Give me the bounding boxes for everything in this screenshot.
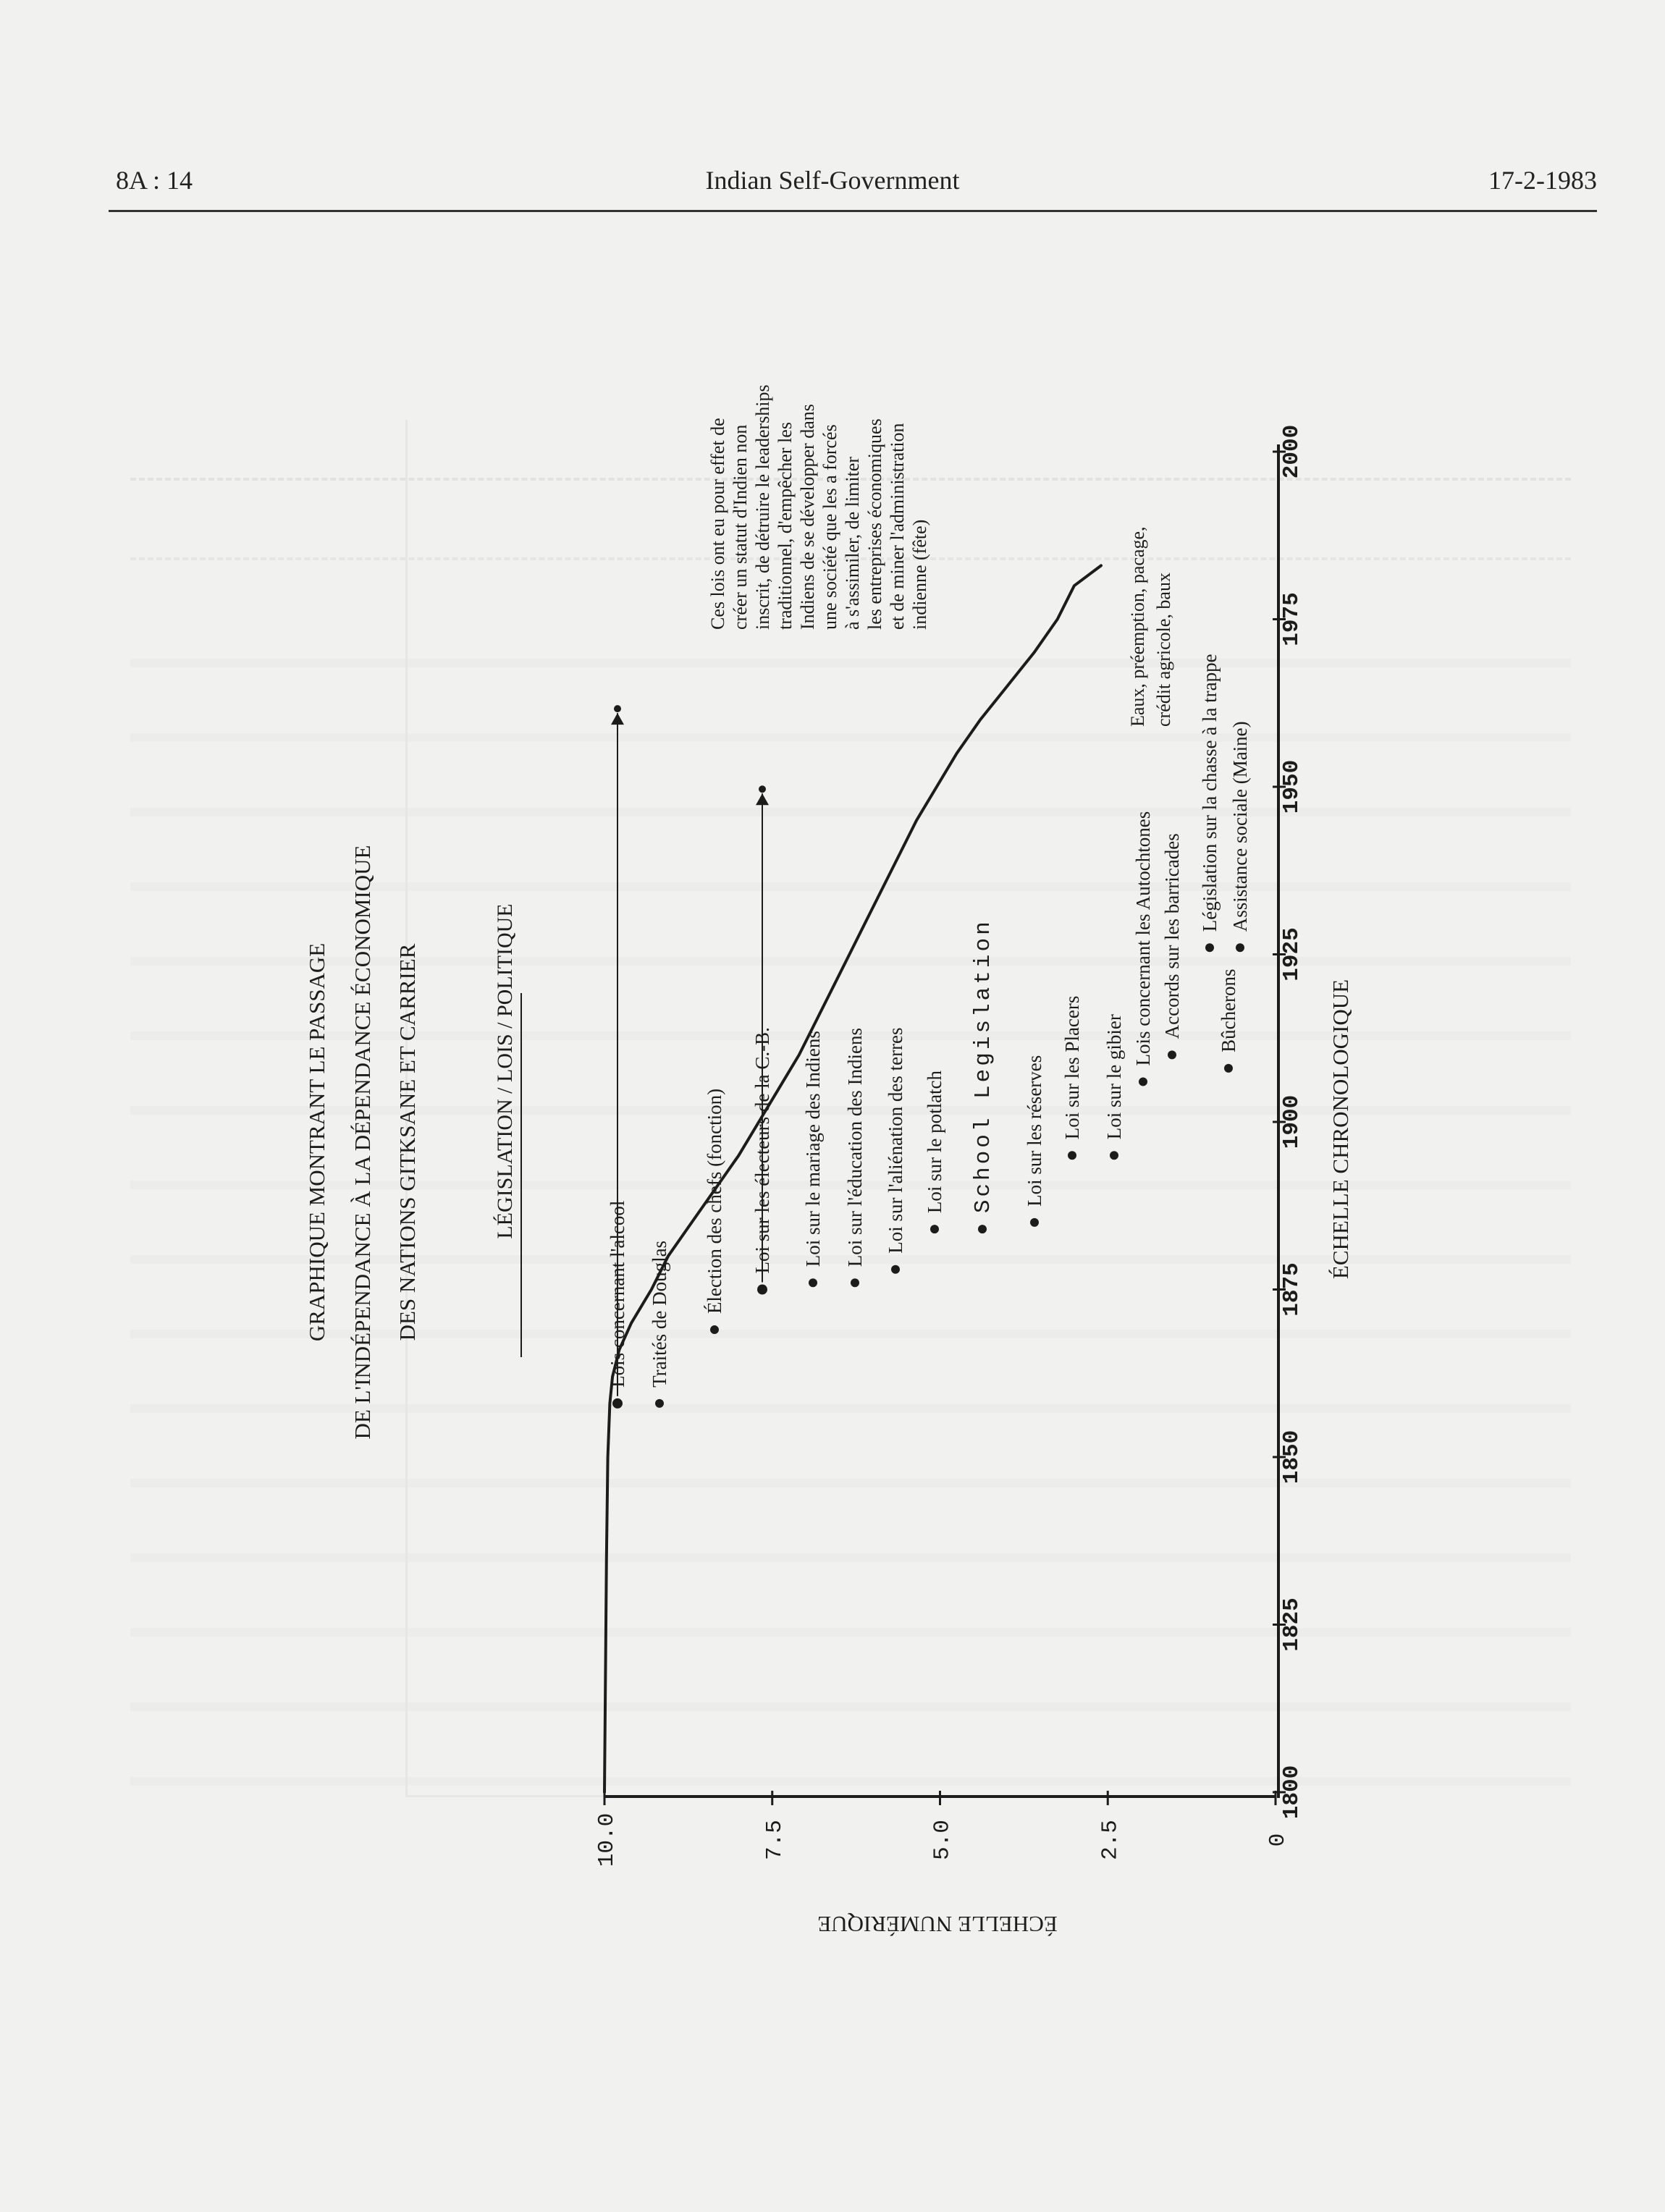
annotation-label: Loi sur les électeurs de la C.-B. [751,1027,773,1274]
annotation-marker [1205,943,1214,952]
annotation-label: Élection des chefs (fonction) [704,1088,725,1314]
x-tick-label: 1975 [1279,592,1304,646]
annotation-label: Loi sur l'aliénation des terres [885,1027,906,1254]
effect-note-line: et de miner l'administration [887,423,908,630]
chart-title-line: GRAPHIQUE MONTRANT LE PASSAGE [304,942,329,1342]
x-tick-label: 1850 [1279,1430,1304,1485]
x-tick-label: 1950 [1279,759,1304,814]
x-tick-label: 1800 [1279,1765,1304,1820]
annotation-marker [1068,1151,1076,1160]
annotation-marker [891,1265,900,1274]
annotation-marker [809,1278,817,1287]
y-tick-label: 10.0 [594,1812,620,1867]
y-tick-label: 5.0 [930,1820,956,1860]
x-tick-label: 1900 [1279,1094,1304,1149]
annotation-label: Assistance sociale (Maine) [1229,721,1251,932]
annotation-marker [1139,1077,1147,1086]
annotation-span-end [759,785,766,793]
annotation-label: Législation sur la chasse à la trappe [1199,654,1221,932]
annotation-label: Lois concernant les Autochtones [1132,811,1154,1066]
x-tick-label: 2000 [1279,424,1304,479]
effect-note-line: créer un statut d'Indien non [730,424,751,630]
annotation-label: Loi sur les Placers [1061,995,1083,1140]
x-tick-label: 1875 [1279,1262,1304,1317]
annotation-label: Loi sur le gibier [1103,1014,1125,1140]
annotation-marker [1168,1050,1176,1059]
page-date: 17-2-1983 [1488,166,1597,195]
annotation-marker [1030,1218,1039,1227]
effect-note-line: traditionnel, d'empêcher les [775,422,796,630]
annotation-marker [710,1325,719,1334]
annotation-label: School Legislation [971,919,996,1214]
annotation-label: Loi sur le mariage des Indiens [802,1031,824,1267]
page-title: Indian Self-Government [705,166,960,195]
annotation-marker [757,1285,767,1295]
chart-title-line: DE L'INDÉPENDANCE À LA DÉPENDANCE ÉCONOMIQUE [350,845,375,1440]
annotation-marker [978,1225,987,1233]
x-axis-label: ÉCHELLE CHRONOLOGIQUE [1328,979,1353,1280]
annotation-label: Loi sur l'éducation des Indiens [844,1027,866,1267]
annotation-span-end [614,705,621,712]
effect-note-line: une société que les a forcés [819,424,840,630]
annotation-label: Accords sur les barricades [1161,833,1183,1039]
effect-note-line: Ces lois ont eu pour effet de [707,418,728,630]
effect-note-line: les entreprises économiques [864,418,885,630]
annotation-marker [1224,1064,1233,1073]
annotation-marker [1110,1151,1118,1160]
page-reference: 8A : 14 [116,166,193,195]
effect-note-line: indienne (fête) [909,519,930,630]
annotation-label: Traités de Douglas [649,1240,670,1388]
y-axis-label: ÉCHELLE NUMÉRIQUE [817,1912,1058,1937]
annotation-marker [930,1225,939,1233]
y-tick-label: 2.5 [1097,1820,1124,1860]
annotation-marker [612,1398,623,1409]
y-tick-label: 7.5 [762,1820,788,1860]
annotation-label: Loi sur le potlatch [924,1070,945,1214]
annotation-span-arrow [756,793,769,805]
annotation-marker [1236,943,1244,952]
annotation-span-arrow [611,713,624,725]
annotation-label: Bûcherons [1218,968,1239,1052]
annotation-marker [655,1399,664,1408]
chart-subtitle: LÉGISLATION / LOIS / POLITIQUE [493,903,517,1239]
chart-title-line: DES NATIONS GITKSANE ET CARRIER [395,943,420,1341]
effect-note-line: à s'assimiler, de limiter [842,456,863,630]
x-tick-label: 1925 [1279,927,1304,982]
annotation-marker [851,1278,859,1287]
x-tick-label: 1825 [1279,1597,1304,1652]
annotation-label: crédit agricole, baux [1153,573,1174,727]
annotation-label: Lois concernant l'alcool [607,1200,628,1388]
annotation-label: Loi sur les réserves [1024,1055,1045,1207]
effect-note-line: inscrit, de détruire le leaderships [752,384,773,630]
annotation-label: Eaux, préemption, pacage, [1127,526,1148,727]
effect-note-line: Indiens de se développer dans [797,404,818,630]
y-tick-label: 0 [1265,1833,1291,1847]
